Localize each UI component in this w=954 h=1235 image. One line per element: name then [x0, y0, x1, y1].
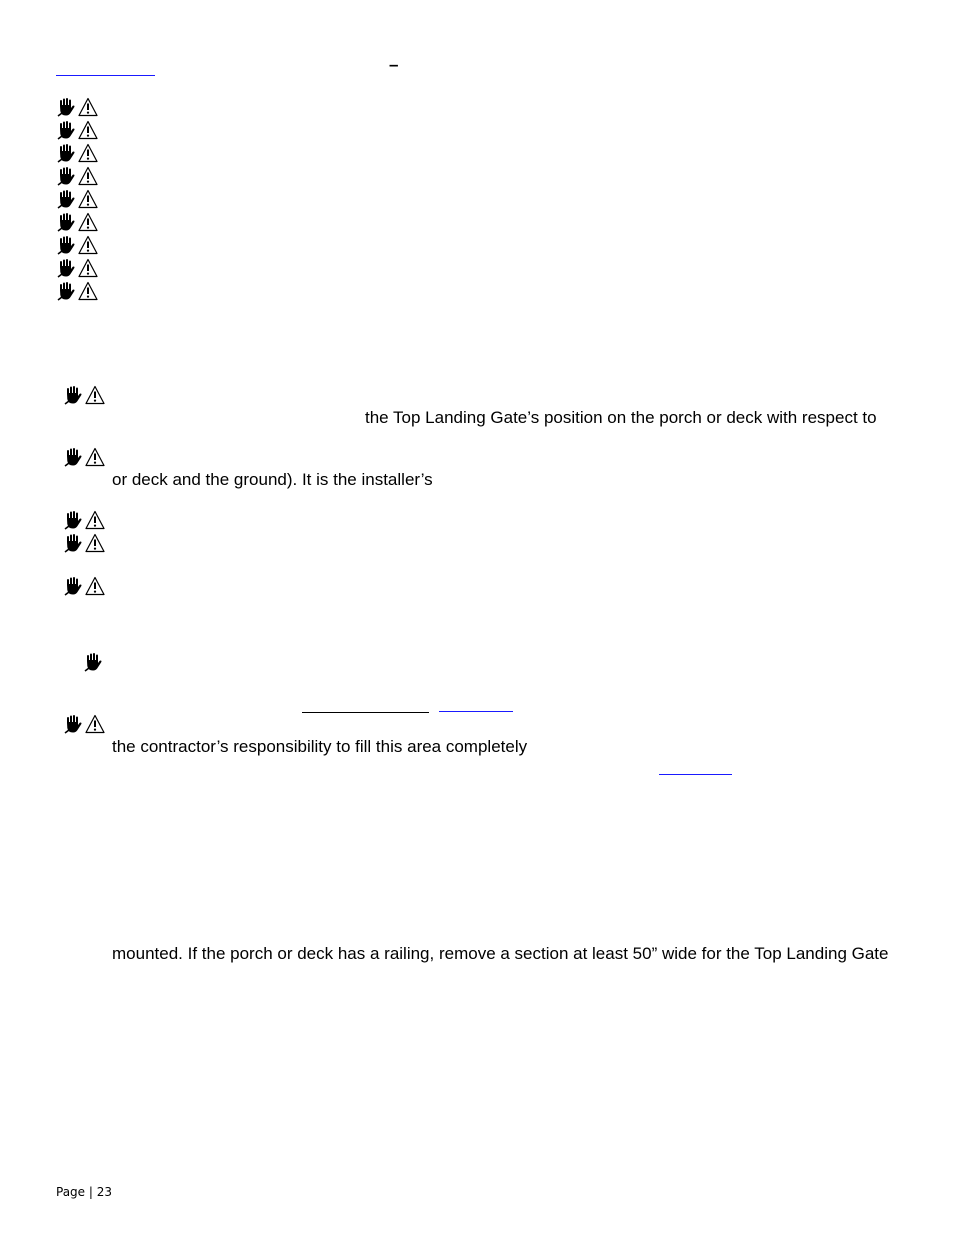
- hand-stop-icon: [56, 97, 76, 117]
- warning-triangle-icon: [85, 447, 105, 467]
- hand-stop-icon: [56, 143, 76, 163]
- warning-triangle-icon: [78, 258, 98, 278]
- paragraph-line: the Top Landing Gate’s position on the porch or deck with respect to: [365, 408, 877, 427]
- warning-icon-row: [56, 281, 98, 301]
- hand-stop-icon: [56, 258, 76, 278]
- underline: [302, 712, 429, 713]
- warning-icon-row: [56, 189, 98, 209]
- warning-triangle-icon: [85, 576, 105, 596]
- warning-triangle-icon: [85, 714, 105, 734]
- header-link[interactable]: [56, 75, 155, 76]
- warning-icon-row: [63, 533, 105, 553]
- warning-triangle-icon: [78, 143, 98, 163]
- warning-icon-row: [56, 97, 98, 117]
- hand-stop-icon: [56, 235, 76, 255]
- warning-triangle-icon: [85, 385, 105, 405]
- warning-icon-row: [56, 258, 98, 278]
- warning-triangle-icon: [85, 533, 105, 553]
- inline-link[interactable]: [439, 711, 513, 712]
- warning-icon-row: [56, 120, 98, 140]
- warning-triangle-icon: [78, 189, 98, 209]
- hand-icon-row: [83, 652, 103, 672]
- header-dash: –: [389, 55, 399, 74]
- hand-stop-icon: [56, 281, 76, 301]
- hand-stop-icon: [63, 447, 83, 467]
- paragraph-line: or deck and the ground). It is the installer’s: [112, 470, 433, 489]
- warning-icon-row: [56, 143, 98, 163]
- warning-icon-row: [56, 212, 98, 232]
- hand-stop-icon: [56, 212, 76, 232]
- warning-icon-row: [63, 510, 105, 530]
- warning-triangle-icon: [78, 235, 98, 255]
- paragraph-line: the contractor’s responsibility to fill this area completely: [112, 737, 528, 756]
- warning-triangle-icon: [78, 166, 98, 186]
- hand-stop-icon: [63, 385, 83, 405]
- hand-stop-icon: [83, 652, 103, 672]
- hand-stop-icon: [56, 166, 76, 186]
- paragraph-line: mounted. If the porch or deck has a railing, remove a section at least 50” wide for the Top Landing Gate: [112, 944, 889, 963]
- warning-icon-row: [63, 385, 105, 405]
- inline-link[interactable]: [659, 774, 732, 775]
- page-number: Page | 23: [56, 1185, 112, 1199]
- warning-icon-row: [63, 447, 105, 467]
- warning-triangle-icon: [78, 212, 98, 232]
- warning-triangle-icon: [85, 510, 105, 530]
- warning-triangle-icon: [78, 97, 98, 117]
- warning-icon-row: [56, 235, 98, 255]
- hand-stop-icon: [63, 714, 83, 734]
- warning-icon-row: [63, 714, 105, 734]
- warning-triangle-icon: [78, 120, 98, 140]
- hand-stop-icon: [63, 576, 83, 596]
- hand-stop-icon: [63, 510, 83, 530]
- warning-icon-row: [56, 166, 98, 186]
- warning-triangle-icon: [78, 281, 98, 301]
- hand-stop-icon: [63, 533, 83, 553]
- hand-stop-icon: [56, 189, 76, 209]
- hand-stop-icon: [56, 120, 76, 140]
- warning-icon-row: [63, 576, 105, 596]
